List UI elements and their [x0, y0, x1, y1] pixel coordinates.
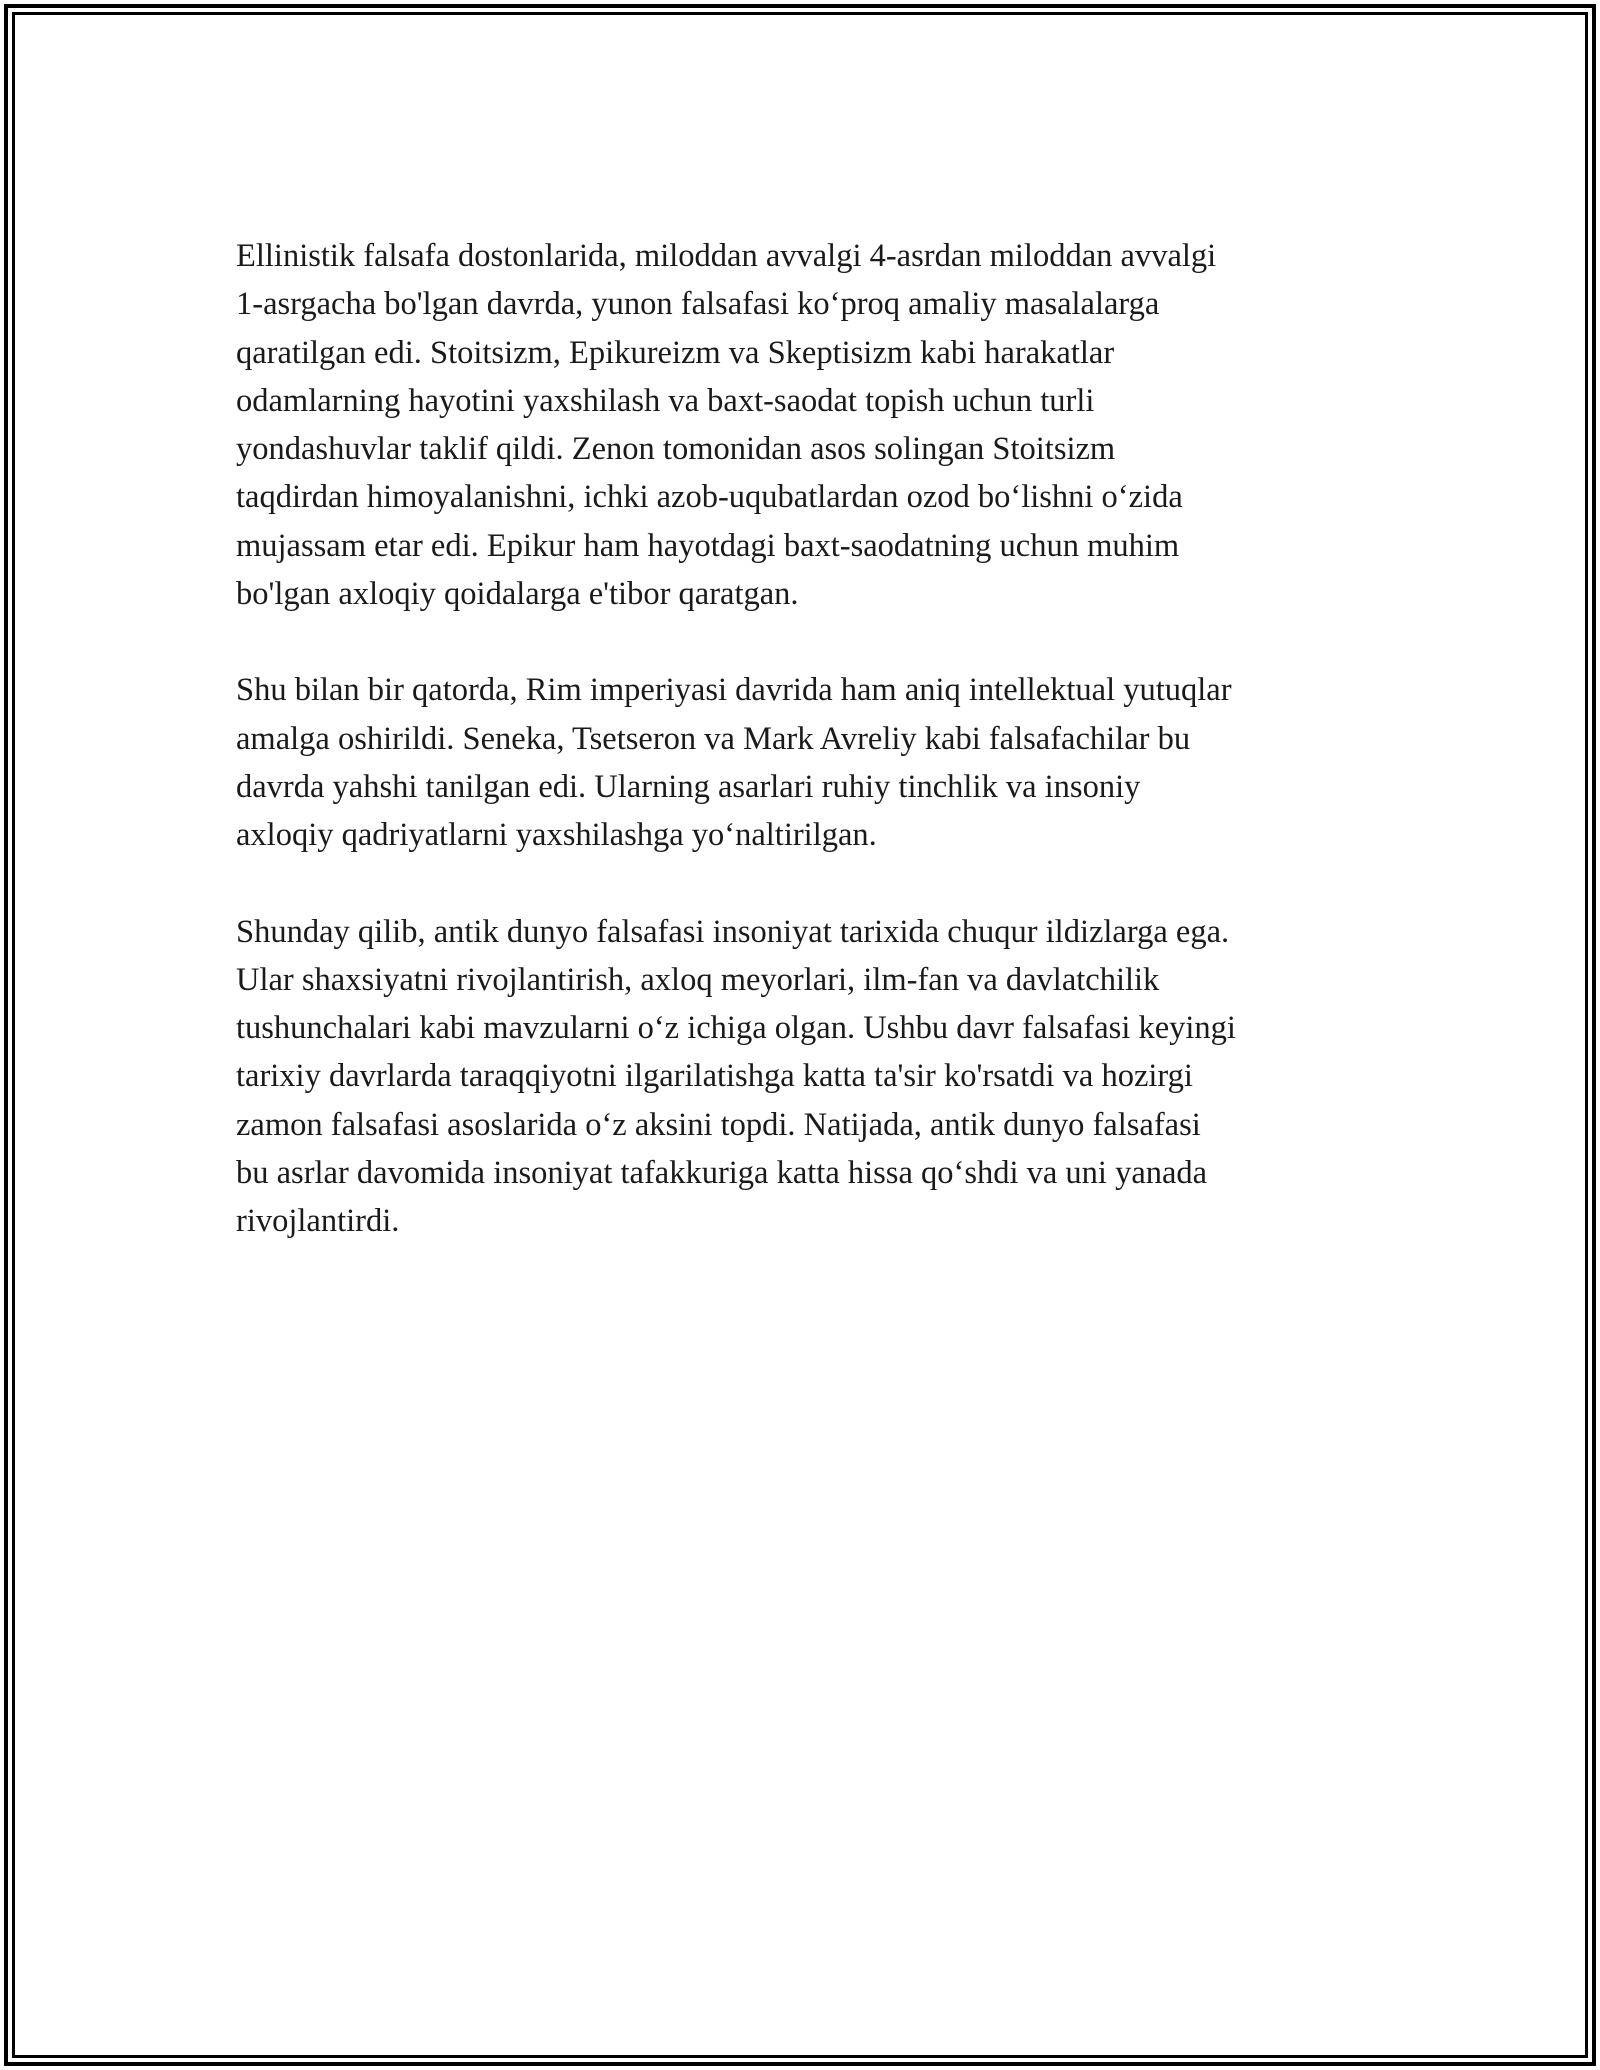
- paragraph-hellenistic-philosophy: [236, 232, 1386, 618]
- text-line: amalga oshirildi. Seneka, Tsetseron va Mark Avreliy kabi falsafachilar bu: [236, 720, 1191, 757]
- text-line: Shunday qilib, antik dunyo falsafasi insoniyat tarixida chuqur ildizlarga ega.: [236, 913, 1230, 950]
- text-line: rivojlantirdi.: [236, 1203, 400, 1240]
- text-line: axloqiy qadriyatlarni yaxshilashga yo‘naltirilgan.: [236, 817, 877, 854]
- text-line: davrda yahshi tanilgan edi. Ularning asarlari ruhiy tinchlik va insoniy: [236, 768, 1141, 805]
- text-line: zamon falsafasi asoslarida o‘z aksini topdi. Natijada, antik dunyo falsafasi: [236, 1106, 1201, 1143]
- text-line: Ellinistik falsafa dostonlarida, miloddan avvalgi 4-asrdan miloddan avvalgi: [236, 238, 1217, 274]
- paragraph-conclusion: [236, 908, 1386, 1246]
- text-line: mujassam etar edi. Epikur ham hayotdagi baxt-saodatning uchun muhim: [236, 527, 1180, 564]
- text-line: bo'lgan axloqiy qoidalarga e'tibor qaratgan.: [236, 576, 799, 613]
- text-line: Shu bilan bir qatorda, Rim imperiyasi davrida ham aniq intellektual yutuqlar: [236, 672, 1232, 709]
- text-line: bu asrlar davomida insoniyat tafakkuriga katta hissa qo‘shdi va uni yanada: [236, 1155, 1208, 1192]
- text-line: Ular shaxsiyatni rivojlantirish, axloq meyorlari, ilm-fan va davlatchilik: [236, 961, 1160, 998]
- text-line: 1-asrgacha bo'lgan davrda, yunon falsafasi ko‘proq amaliy masalalarga: [236, 286, 1160, 323]
- paragraph-roman-empire: [236, 666, 1386, 859]
- document-body: [236, 232, 1386, 1294]
- text-line: odamlarning hayotini yaxshilash va baxt-saodat topish uchun turli: [236, 382, 1095, 419]
- text-line: tarixiy davrlarda taraqqiyotni ilgarilatishga katta ta'sir ko'rsatdi va hozirgi: [236, 1058, 1193, 1095]
- text-line: taqdirdan himoyalanishni, ichki azob-uqubatlardan ozod bo‘lishni o‘zida: [236, 479, 1183, 516]
- text-line: yondashuvlar taklif qildi. Zenon tomonidan asos solingan Stoitsizm: [236, 431, 1116, 468]
- text-line: tushunchalari kabi mavzularni o‘z ichiga olgan. Ushbu davr falsafasi keyingi: [236, 1010, 1236, 1047]
- text-line: qaratilgan edi. Stoitsizm, Epikureizm va Skeptisizm kabi harakatlar: [236, 334, 1115, 371]
